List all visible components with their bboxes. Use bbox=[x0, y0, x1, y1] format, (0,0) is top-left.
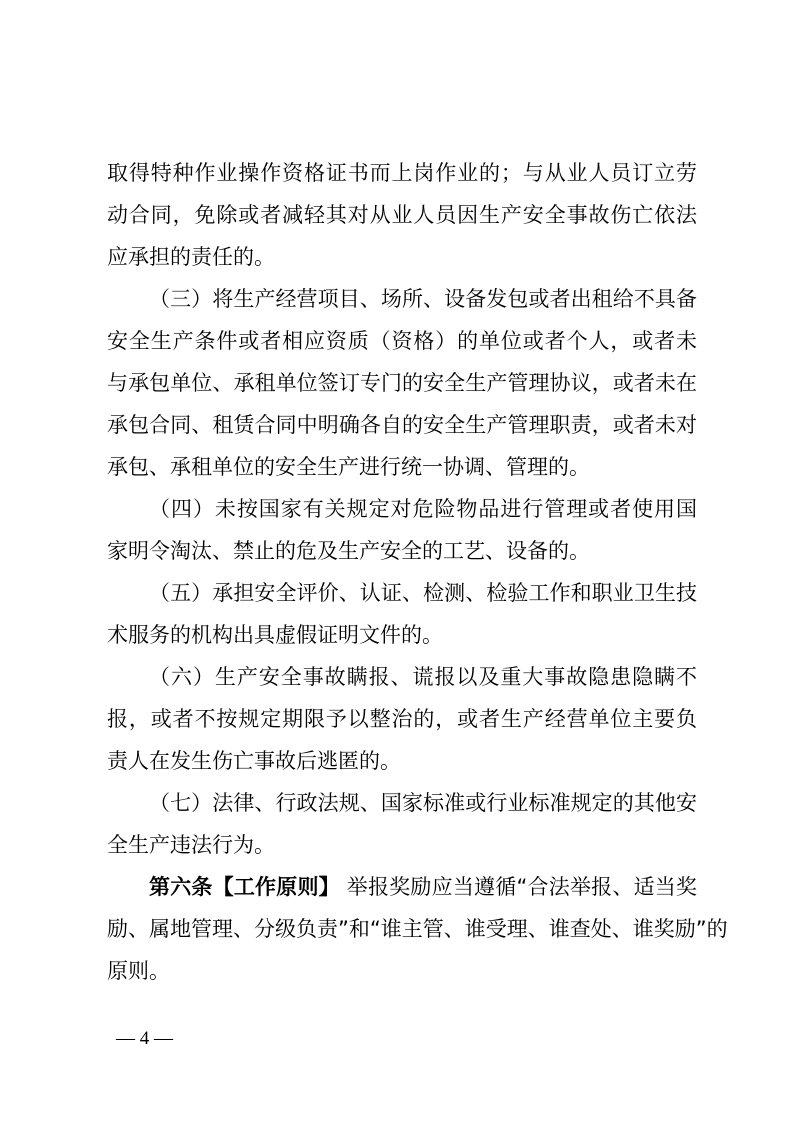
text-line: 与承包单位、承租单位签订专门的安全生产管理协议，或者未在 bbox=[107, 371, 697, 395]
article-text: 举报奖励应当遵循“合法举报、适当奖 bbox=[346, 875, 697, 899]
text-line bbox=[107, 866, 697, 908]
text-line: 家明令淘汰、禁止的危及生产安全的工艺、设备的。 bbox=[107, 539, 590, 563]
text-line: 全生产违法行为。 bbox=[107, 833, 275, 857]
text-line: （七）法律、行政法规、国家标准或行业标准规定的其他安 bbox=[149, 791, 697, 815]
paragraph-item-7 bbox=[107, 782, 697, 866]
paragraph-item-4 bbox=[107, 488, 697, 572]
text-line: （四）未按国家有关规定对危险物品进行管理或者使用国 bbox=[149, 497, 697, 521]
text-line: 动合同，免除或者减轻其对从业人员因生产安全事故伤亡依法 bbox=[107, 203, 697, 227]
text-line: 励、属地管理、分级负责”和“谁主管、谁受理、谁查处、谁奖励”的 bbox=[107, 917, 728, 941]
text-line: 安全生产条件或者相应资质（资格）的单位或者个人，或者未 bbox=[107, 329, 697, 353]
text-line: 报，或者不按规定期限予以整治的，或者生产经营单位主要负 bbox=[107, 707, 697, 731]
text-line: 原则。 bbox=[107, 959, 170, 983]
text-line: （三）将生产经营项目、场所、设备发包或者出租给不具备 bbox=[149, 287, 697, 311]
text-line: （五）承担安全评价、认证、检测、检验工作和职业卫生技 bbox=[149, 581, 697, 605]
text-line: 承包、承租单位的安全生产进行统一协调、管理的。 bbox=[107, 455, 590, 479]
text-line: 承包合同、租赁合同中明确各自的安全生产管理职责，或者未对 bbox=[107, 413, 697, 437]
text-line: （六）生产安全事故瞒报、谎报以及重大事故隐患隐瞒不 bbox=[149, 665, 697, 689]
article-6 bbox=[107, 866, 728, 992]
text-line: 责人在发生伤亡事故后逃匿的。 bbox=[107, 749, 401, 773]
text-line: 取得特种作业操作资格证书而上岗作业的；与从业人员订立劳 bbox=[107, 161, 697, 185]
paragraph-continuation bbox=[107, 152, 697, 278]
paragraph-item-5 bbox=[107, 572, 697, 656]
text-line: 应承担的责任的。 bbox=[107, 245, 275, 269]
article-heading: 第六条【工作原则】 bbox=[149, 875, 340, 899]
paragraph-item-6 bbox=[107, 656, 697, 782]
text-line: 术服务的机构出具虚假证明文件的。 bbox=[107, 623, 443, 647]
page-number: — 4 — bbox=[116, 1028, 173, 1049]
body-text bbox=[107, 152, 728, 992]
paragraph-item-3 bbox=[107, 278, 697, 488]
